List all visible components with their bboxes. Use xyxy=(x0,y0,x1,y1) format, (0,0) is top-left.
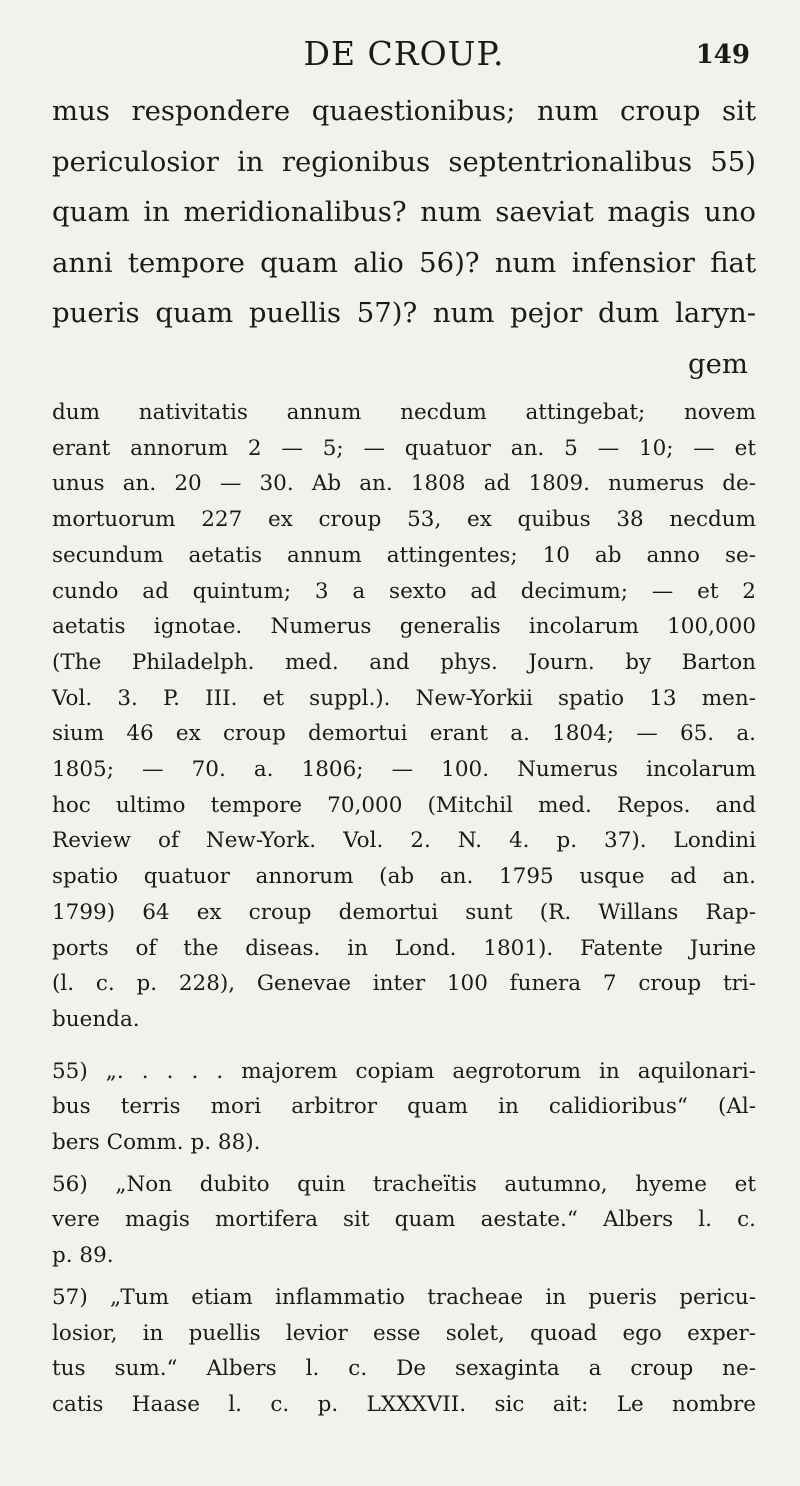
note-line: unus an. 20 — 30. Ab an. 1808 ad 1809. numerus de- xyxy=(52,471,756,497)
catchword: gem xyxy=(688,347,748,380)
main-paragraph xyxy=(52,86,756,389)
note-line: bus terris mori arbitror quam in calidioribus“ (Al- xyxy=(52,1094,756,1120)
note-line: 1799) 64 ex croup demortui sunt (R. Willans Rap- xyxy=(52,899,756,925)
note-line: sium 46 ex croup demortui erant a. 1804; — 65. a. xyxy=(52,721,756,747)
continued-footnote xyxy=(52,395,756,1038)
note-line: catis Haase l. c. p. LXXXVII. sic ait: Le nombre xyxy=(52,1391,756,1417)
running-title: DE CROUP. xyxy=(303,34,505,73)
footnote-56 xyxy=(52,1167,756,1274)
text-line: periculosior in regionibus septentrionalibus 55) xyxy=(52,145,756,178)
note-line: Vol. 3. P. III. et suppl.). New-Yorkii spatio 13 men- xyxy=(52,685,756,711)
note-line: erant annorum 2 — 5; — quatuor an. 5 — 10; — et xyxy=(52,435,756,461)
note-line: 56) „Non dubito quin tracheïtis autumno, hyeme et xyxy=(52,1171,756,1197)
note-line: buenda. xyxy=(52,1006,140,1032)
note-line: p. 89. xyxy=(52,1243,114,1269)
text-line: anni tempore quam alio 56)? num infensior fiat xyxy=(52,246,756,279)
note-line: bers Comm. p. 88). xyxy=(52,1130,261,1156)
note-line: Review of New-York. Vol. 2. N. 4. p. 37). Londini xyxy=(52,828,756,854)
note-line: aetatis ignotae. Numerus generalis incolarum 100,000 xyxy=(52,614,756,640)
note-line: hoc ultimo tempore 70,000 (Mitchil med. Repos. and xyxy=(52,792,756,818)
note-line: dum nativitatis annum necdum attingebat; novem xyxy=(52,400,756,425)
note-line: secundum aetatis annum attingentes; 10 ab anno se- xyxy=(52,542,756,568)
note-line: spatio quatuor annorum (ab an. 1795 usque ad an. xyxy=(52,864,756,890)
note-line: mortuorum 227 ex croup 53, ex quibus 38 necdum xyxy=(52,507,756,533)
text-line: mus respondere quaestionibus; num croup sit xyxy=(52,95,756,127)
note-line: cundo ad quintum; 3 a sexto ad decimum; — et 2 xyxy=(52,578,756,604)
page-number: 149 xyxy=(695,40,750,70)
note-line: tus sum.“ Albers l. c. De sexaginta a croup ne- xyxy=(52,1356,756,1382)
footnote-55 xyxy=(52,1054,756,1161)
footnote-57 xyxy=(52,1280,756,1423)
note-line: 1805; — 70. a. 1806; — 100. Numerus incolarum xyxy=(52,757,756,783)
running-head xyxy=(52,30,756,76)
note-line: (The Philadelph. med. and phys. Journ. by Barton xyxy=(52,649,756,675)
note-line: ports of the diseas. in Lond. 1801). Fatente Jurine xyxy=(52,935,756,961)
note-line: losior, in puellis levior esse solet, quoad ego exper- xyxy=(52,1320,756,1346)
text-line: pueris quam puellis 57)? num pejor dum laryn- xyxy=(52,297,756,329)
note-line: 55) „. . . . . majorem copiam aegrotorum in aquilonari- xyxy=(52,1058,756,1084)
note-line: vere magis mortifera sit quam aestate.“ Albers l. c. xyxy=(52,1207,756,1233)
note-line: (l. c. p. 228), Genevae inter 100 funera 7 croup tri- xyxy=(52,971,756,997)
text-line: quam in meridionalibus? num saeviat magis uno xyxy=(52,196,756,228)
note-line: 57) „Tum etiam inflammatio tracheae in pueris pericu- xyxy=(52,1284,756,1310)
